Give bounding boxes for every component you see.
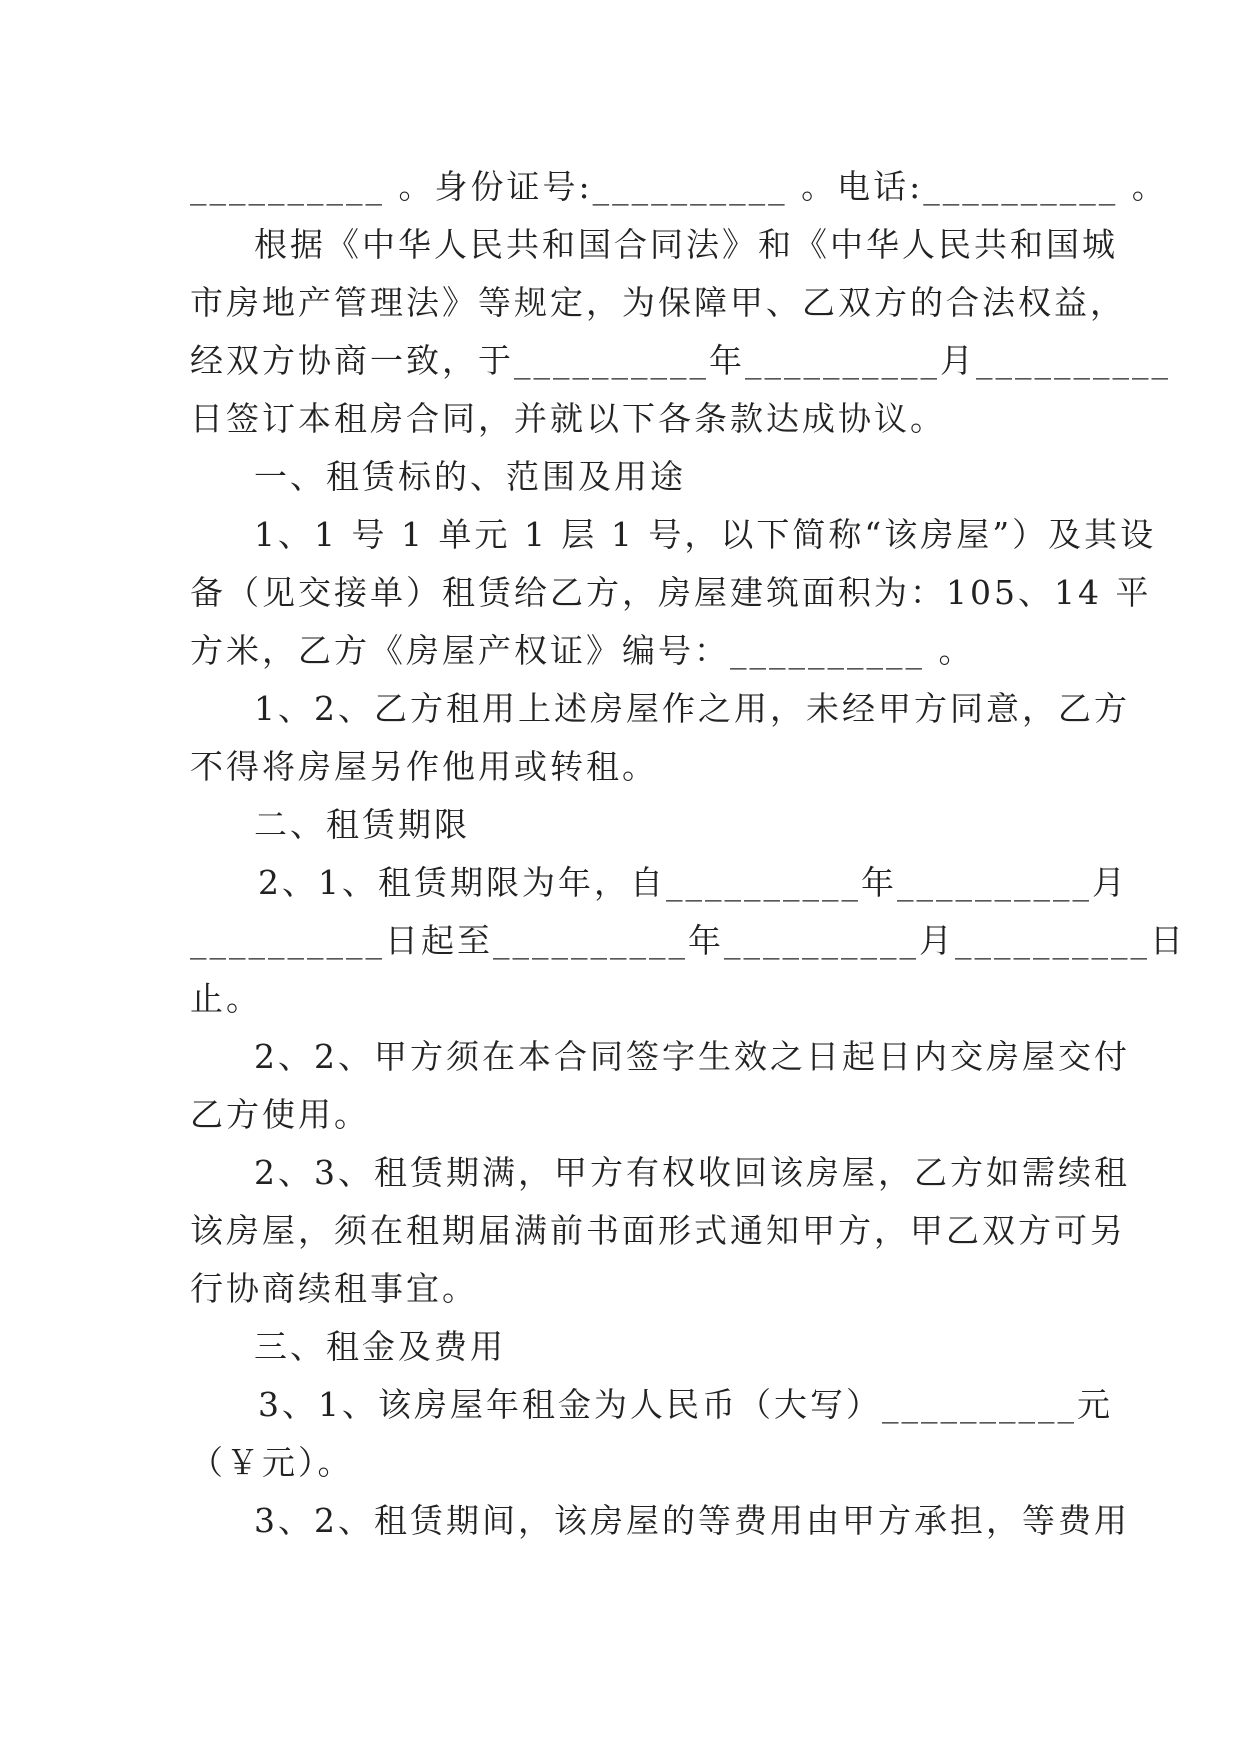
- clause-2-1-line-1: 2、1、租赁期限为年，自__________年__________月: [258, 863, 1128, 902]
- clause-2-3-line-3: 行协商续租事宜。: [190, 1269, 478, 1308]
- section-heading-1: 一、租赁标的、范围及用途: [254, 457, 686, 496]
- clause-1-2-line-1: 1、2、乙方租用上述房屋作之用，未经甲方同意，乙方: [254, 689, 1130, 728]
- clause-2-1-line-3: 止。: [190, 979, 262, 1018]
- preamble-line-4: 日签订本租房合同，并就以下各条款达成协议。: [190, 399, 946, 438]
- clause-1-1-line-3: 方米，乙方《房屋产权证》编号：__________ 。: [190, 631, 975, 670]
- preamble-line-1: 根据《中华人民共和国合同法》和《中华人民共和国城: [254, 225, 1118, 264]
- clause-3-2-line-1: 3、2、租赁期间，该房屋的等费用由甲方承担，等费用: [254, 1501, 1130, 1540]
- clause-3-1-line-2: （￥元）。: [190, 1443, 354, 1482]
- clause-1-2-line-2: 不得将房屋另作他用或转租。: [190, 747, 658, 786]
- party-id-phone-line: __________ 。身份证号:__________ 。电话:__________ 。: [190, 167, 1168, 206]
- clause-1-1-line-1: 1、1 号 1 单元 1 层 1 号，以下简称“该房屋”）及其设: [254, 515, 1157, 554]
- clause-2-2-line-1: 2、2、甲方须在本合同签字生效之日起日内交房屋交付: [254, 1037, 1130, 1076]
- clause-1-1-line-2: 备（见交接单）租赁给乙方，房屋建筑面积为：105、14 平: [190, 573, 1152, 612]
- section-heading-3: 三、租金及费用: [254, 1327, 506, 1366]
- clause-3-1-line-1: 3、1、该房屋年租金为人民币（大写）__________元: [258, 1385, 1113, 1424]
- clause-2-3-line-2: 该房屋，须在租期届满前书面形式通知甲方，甲乙双方可另: [190, 1211, 1126, 1250]
- clause-2-3-line-1: 2、3、租赁期满，甲方有权收回该房屋，乙方如需续租: [254, 1153, 1130, 1192]
- clause-2-2-line-2: 乙方使用。: [190, 1095, 370, 1134]
- section-heading-2: 二、租赁期限: [254, 805, 470, 844]
- preamble-line-3: 经双方协商一致，于__________年__________月__________: [190, 341, 1171, 380]
- preamble-line-2: 市房地产管理法》等规定，为保障甲、乙双方的合法权益，: [190, 283, 1126, 322]
- clause-2-1-line-2: __________日起至__________年__________月__________日: [190, 921, 1186, 960]
